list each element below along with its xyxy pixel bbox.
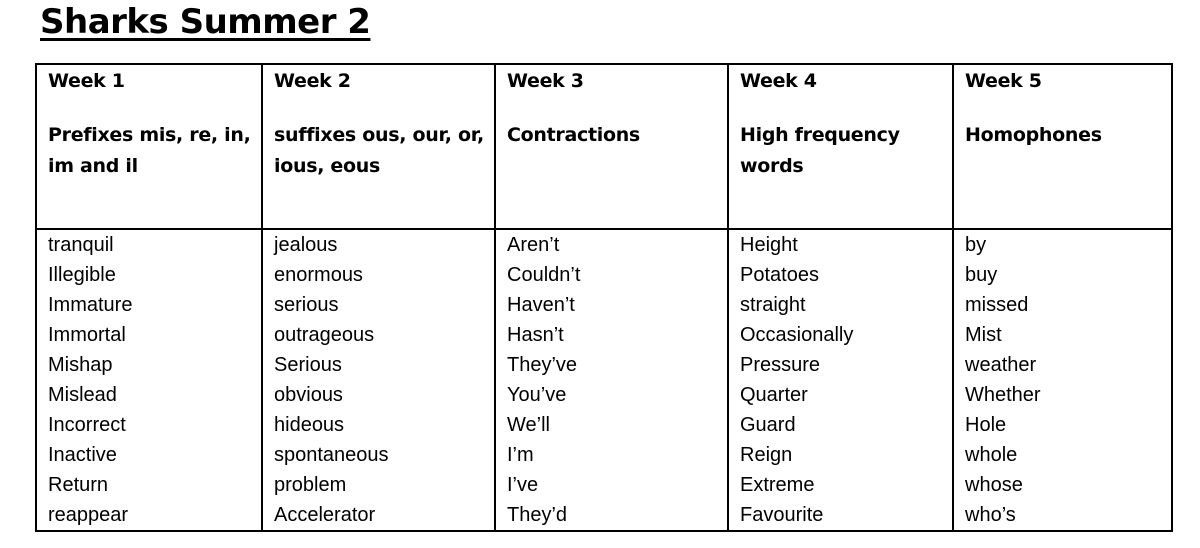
table-row: [36, 350, 1172, 380]
word-cell: hideous: [262, 410, 495, 440]
word-cell: I’m: [495, 440, 728, 470]
word-cell: Pressure: [728, 350, 953, 380]
table-row: [36, 410, 1172, 440]
word-cell: missed: [953, 290, 1172, 320]
spelling-focus: Contractions: [507, 124, 640, 146]
table-header-row: [36, 64, 1172, 229]
table-row: [36, 229, 1172, 260]
table-row: [36, 320, 1172, 350]
page-title: Sharks Summer 2: [40, 2, 371, 42]
word-cell: Favourite: [728, 500, 953, 531]
word-cell: Accelerator: [262, 500, 495, 531]
word-cell: Immature: [36, 290, 262, 320]
table-row: [36, 440, 1172, 470]
word-cell: buy: [953, 260, 1172, 290]
word-cell: They’d: [495, 500, 728, 531]
header-cell-week-5: [953, 64, 1172, 229]
table-row: [36, 470, 1172, 500]
word-cell: Immortal: [36, 320, 262, 350]
table-row: [36, 260, 1172, 290]
word-cell: weather: [953, 350, 1172, 380]
word-cell: Inactive: [36, 440, 262, 470]
word-cell: enormous: [262, 260, 495, 290]
word-cell: Incorrect: [36, 410, 262, 440]
word-cell: I’ve: [495, 470, 728, 500]
word-cell: Hole: [953, 410, 1172, 440]
word-cell: Potatoes: [728, 260, 953, 290]
spelling-focus: Prefixes mis, re, in, im and il: [48, 124, 251, 177]
word-cell: Return: [36, 470, 262, 500]
word-cell: Haven’t: [495, 290, 728, 320]
word-cell: outrageous: [262, 320, 495, 350]
table-row: [36, 290, 1172, 320]
word-cell: Extreme: [728, 470, 953, 500]
week-label: Week 4: [740, 70, 817, 92]
word-cell: Hasn’t: [495, 320, 728, 350]
spelling-focus: suffixes ous, our, or, ious, eous: [274, 124, 484, 177]
word-cell: obvious: [262, 380, 495, 410]
spelling-focus: High frequency words: [740, 124, 900, 177]
word-cell: problem: [262, 470, 495, 500]
word-cell: tranquil: [36, 229, 262, 260]
week-label: Week 1: [48, 70, 125, 92]
word-cell: You’ve: [495, 380, 728, 410]
word-cell: They’ve: [495, 350, 728, 380]
table-row: [36, 380, 1172, 410]
header-cell-week-2: [262, 64, 495, 229]
word-cell: whole: [953, 440, 1172, 470]
word-cell: jealous: [262, 229, 495, 260]
word-cell: Quarter: [728, 380, 953, 410]
word-cell: Guard: [728, 410, 953, 440]
week-label: Week 2: [274, 70, 351, 92]
word-cell: Whether: [953, 380, 1172, 410]
header-cell-week-3: [495, 64, 728, 229]
header-cell-week-4: [728, 64, 953, 229]
table-row: [36, 500, 1172, 531]
word-cell: straight: [728, 290, 953, 320]
word-cell: by: [953, 229, 1172, 260]
header-cell-week-1: [36, 64, 262, 229]
word-cell: We’ll: [495, 410, 728, 440]
word-cell: Illegible: [36, 260, 262, 290]
word-cell: Couldn’t: [495, 260, 728, 290]
word-cell: serious: [262, 290, 495, 320]
word-cell: who’s: [953, 500, 1172, 531]
word-cell: spontaneous: [262, 440, 495, 470]
word-cell: Reign: [728, 440, 953, 470]
word-cell: Occasionally: [728, 320, 953, 350]
word-cell: Mishap: [36, 350, 262, 380]
word-cell: Aren’t: [495, 229, 728, 260]
word-cell: Height: [728, 229, 953, 260]
word-cell: whose: [953, 470, 1172, 500]
spelling-focus: Homophones: [965, 124, 1102, 146]
week-label: Week 3: [507, 70, 584, 92]
word-cell: Mislead: [36, 380, 262, 410]
spelling-table: [35, 63, 1173, 532]
word-cell: Serious: [262, 350, 495, 380]
word-cell: Mist: [953, 320, 1172, 350]
word-cell: reappear: [36, 500, 262, 531]
week-label: Week 5: [965, 70, 1042, 92]
